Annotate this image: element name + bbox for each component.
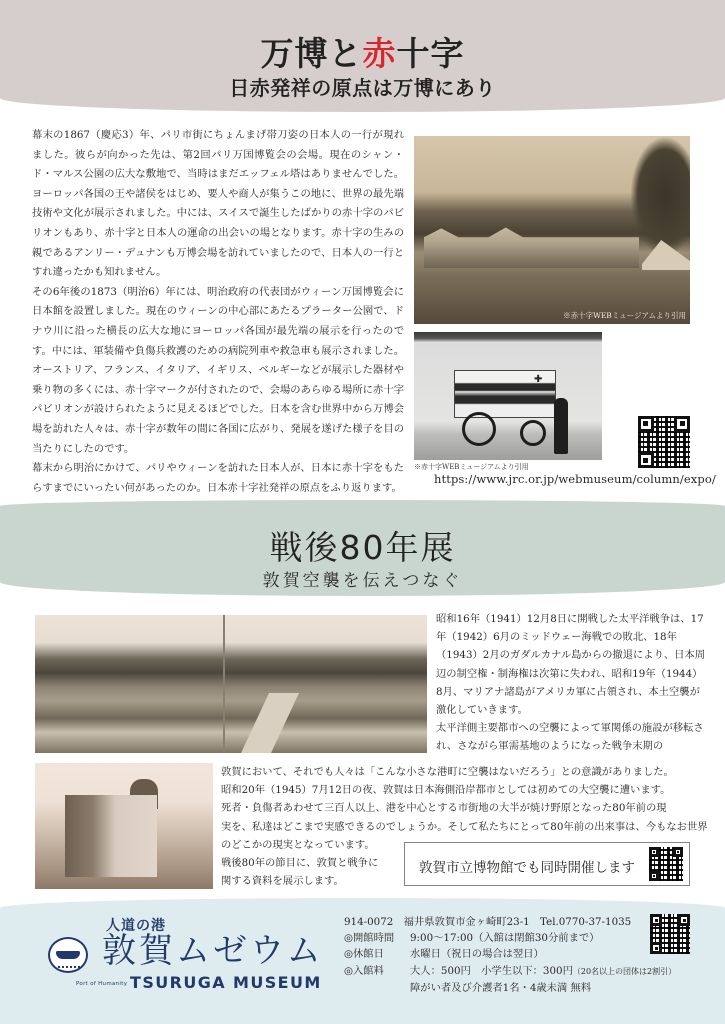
tsuruga-museum-logo [48, 915, 338, 995]
closed-label: ◎休館日 [344, 948, 384, 961]
man-figure-shape [554, 398, 568, 454]
panorama-seam [223, 615, 225, 753]
fee-value: 大人：500円 小学生以下：300円 [410, 964, 573, 977]
hours-value: 9:00～17:00（入館は閉館30分前まで） [410, 932, 600, 945]
logo-english-name: TSURUGA MUSEUM [130, 973, 322, 992]
title-part-2: 十字 [396, 34, 465, 73]
expo-header-band [0, 0, 725, 112]
expo-subtitle: 日赤発祥の原点は万博にあり [229, 76, 496, 100]
qr-code-icon[interactable] [638, 416, 690, 468]
museum-info [344, 914, 677, 996]
road-shape [241, 693, 299, 753]
postwar-subtitle: 敦賀空襲を伝えつなぐ [262, 571, 463, 591]
concurrent-exhibit-notice [404, 842, 690, 886]
notice-label: 敦賀市立博物館でも同時開催します [419, 860, 635, 876]
tsuruga-aftermath-panorama-photo [35, 615, 427, 753]
closed-row [344, 946, 674, 962]
logo-english-tagline: Port of Humanity [76, 981, 128, 987]
pavilion-building-shape [424, 224, 639, 268]
closed-value: 水曜日（祝日の場合は翌日） [410, 948, 544, 961]
text-line: のどこかの現実となっています。 [221, 838, 375, 851]
wheel-shape [462, 412, 496, 446]
address-row: 914-0072 福井県敦賀市金ヶ崎町23-1 Tel.0770-37-1035 [344, 916, 632, 928]
qr-code-icon[interactable] [650, 914, 690, 954]
title-red-char: 赤 [362, 34, 397, 73]
damaged-building-photo [35, 763, 213, 889]
postwar-paragraph-2: 太平洋側主要都市への空襲によって軍関係の施設が移転され、さながら軍需基地のようになった戦争末期の [436, 722, 704, 753]
horse-ambulance-photo [414, 332, 602, 460]
text-line: 実を、私達はどこまで実感できるのでしょうか。そして私たちにとって80年前の出来事は、今もなお世界 [221, 820, 708, 833]
text-line: 死者・負傷者あわせて三百人以上、港を中心とする市街地の大半が焼け野原となった80年前の現 [221, 802, 667, 815]
red-cross-icon: ✚ [534, 374, 543, 385]
logo-tagline: 人道の港 [106, 918, 166, 934]
fee-note: （20名以上の団体は2割引） [572, 966, 677, 976]
expo-paragraph-3: 幕末から明治にかけて、パリやウィーンを訪れた日本人が、日本に赤十字をもたらすまでにいったい何があったのか。日本赤十字社発祥の原点をふり返ります。 [32, 462, 404, 494]
text-line: 関する資料を展示します。 [221, 875, 344, 888]
fee-label: ◎入館料 [344, 964, 384, 977]
expo-paragraph-2: その6年後の1873（明治6）年には、明治政府の代表団がウィーン万国博覧会に日本館を設置しました。現在のウィーンの中心部にあたるプラーター公園で、ドナウ川に沿った横長の広大な地にヨーロッパ各国が最先端の展示を行ったのです。中には、軍装備や負傷兵救護のための病院列車や救急車も展示されました。オーストリア、フランス、イタリア、イギリス、ベルギーなどが展示した器材や乗り物の多くには、赤十字マークが付されたので、会場のあらゆる場所に赤十字パビリオンが設けられたように見えるほどでした。日本を含む世界中から万博会場を訪れた人々は、赤十字が数年の間に各国に広がり、発展を遂げた様子を目の当たりにしたのです。 [32, 285, 404, 455]
photo-caption: ※赤十字WEBミュージアムより引用 [414, 463, 529, 471]
postwar-text-right [436, 610, 706, 756]
photo-caption: ※赤十字WEBミュージアムより引用 [563, 311, 686, 320]
hours-label: ◎開館時間 [344, 932, 395, 945]
text-line: 昭和20年（1945）7月12日の夜、敦賀は日本海側沿岸都市としては初めての大空襲に遭います。 [221, 784, 671, 797]
logo-name: 敦賀ムゼウム [102, 931, 324, 971]
qr-code-icon[interactable] [649, 847, 683, 881]
postwar-title: 戦後80年展 [269, 528, 456, 567]
tree-shape [630, 136, 690, 256]
fee-row [344, 963, 677, 980]
text-line: 戦後80年の節目に、敦賀と戦争に [221, 857, 379, 870]
title-part-1: 万博と [260, 34, 363, 73]
postwar-paragraph-1: 昭和16年（1941）12月8日に開戦した太平洋戦争は、17年（1942）6月のミッドウェー海戦での敗北、18年（1943）2月のガダルカナル島からの撤退により、日本周辺の制空権・制海権は次第に失われ、昭和19年（1944）8月、マリアナ諸島がアメリカ軍に占領され、本土空襲が激化していきます。 [436, 613, 706, 717]
text-line: 敦賀において、それでも人々は「こんな小さな港町に空襲はないだろう」との意識がありました。 [221, 766, 674, 778]
wheel-shape [520, 420, 546, 446]
hours-row [344, 930, 674, 946]
ship-emblem-icon [48, 937, 88, 973]
fee-free-row: 障がい者及び介護者1名・4歳未満 無料 [410, 981, 592, 994]
postwar-header-band [0, 500, 725, 596]
expo-title [0, 28, 725, 75]
paris-expo-pavilion-photo [414, 136, 690, 324]
expo-paragraph-1: 幕末の1867（慶応3）年、パリ市街にちょんまげ帯刀姿の日本人の一行が現れました。彼らが向かった先は、第2回パリ万国博覧会の会場。現在のシャン・ド・マルス公園の広大な敷地で、当時はまだエッフェル塔はありませんでした。ヨーロッパ各国の王や諸侯をはじめ、要人や商人が集うこの地に、世界の最先端技術や文化が展示されました。中には、スイスで誕生したばかりの赤十字のパビリオンもあり、赤十字と日本人の運命の出会いの場となります。赤十字の生みの親であるアンリー・デュナンも万博会場を訪れていましたので、日本人の一行とすれ違ったかも知れません。 [32, 129, 404, 279]
expo-body-text [32, 126, 404, 498]
webmuseum-url-link[interactable]: https://www.jrc.or.jp/webmuseum/column/expo/ [434, 472, 716, 486]
building-shape [65, 795, 157, 877]
